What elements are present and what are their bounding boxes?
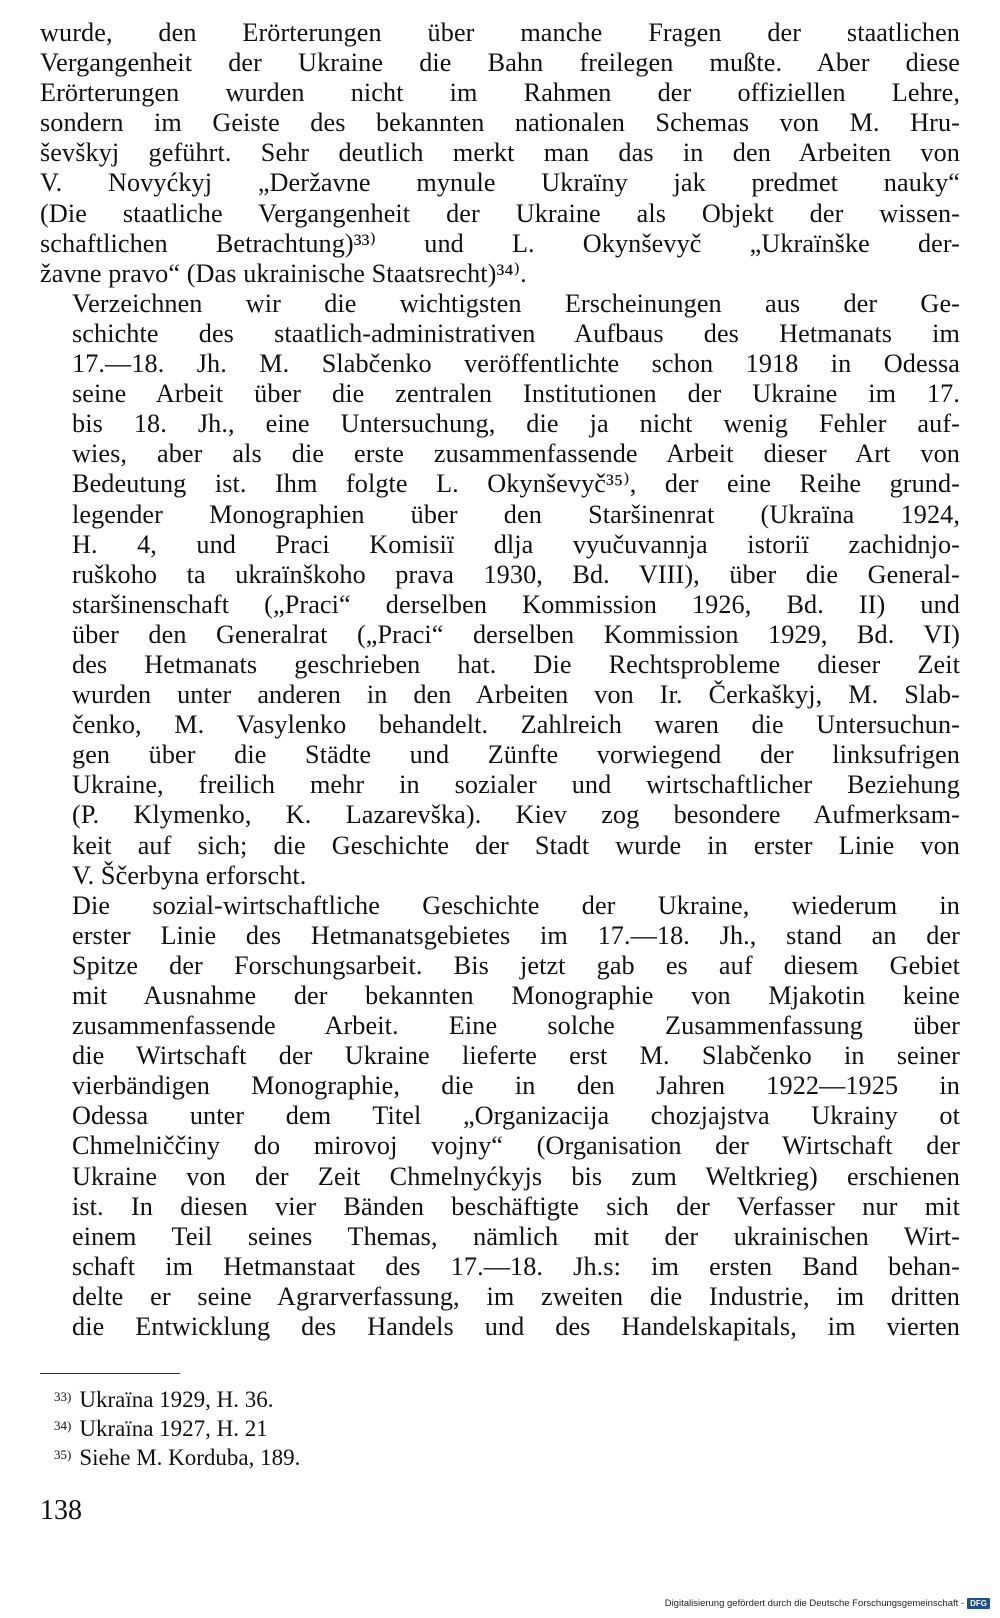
text-line: mit Ausnahme der bekannten Monographie von Mjakotin keine bbox=[72, 981, 960, 1010]
text-line: žavne pravo“ (Das ukrainische Staatsrecht)³⁴⁾. bbox=[40, 258, 527, 288]
footnote-divider bbox=[40, 1373, 180, 1374]
text-line: schichte des staatlich-administrativen Aufbaus des Hetmanats im bbox=[72, 318, 960, 348]
text-line: V. Ščerbyna erforscht. bbox=[72, 860, 307, 890]
text-line: Odessa unter dem Titel „Organizacija chozjajstva Ukrainy ot bbox=[72, 1101, 960, 1131]
footnote bbox=[54, 1384, 754, 1413]
dfg-logo-icon: DFG bbox=[967, 1598, 990, 1609]
credit-text: Digitalisierung gefördert durch die Deutsche Forschungsgemeinschaft - bbox=[664, 1598, 965, 1609]
text-line: schaft im Hetmanstaat des 17.—18. Jh.s: im ersten Band behan- bbox=[72, 1251, 960, 1281]
text-line: ševškyj geführt. Sehr deutlich merkt man das in den Arbeiten von bbox=[40, 138, 960, 168]
footnotes bbox=[54, 1384, 754, 1471]
text-line: 17.—18. Jh. M. Slabčenko veröffentlichte schon 1918 in Odessa bbox=[72, 349, 960, 379]
text-line: sondern im Geiste des bekannten nationalen Schemas von M. Hru- bbox=[40, 108, 960, 138]
text-line: vierbändigen Monographie, die in den Jahren 1922—1925 in bbox=[72, 1071, 960, 1101]
paragraph-1 bbox=[40, 18, 960, 289]
text-line: über den Generalrat („Praci“ derselben Kommission 1929, Bd. VI) bbox=[72, 619, 960, 649]
body-text bbox=[40, 18, 960, 1342]
text-line: (P. Klymenko, K. Lazarevška). Kiev zog besondere Aufmerksam- bbox=[72, 800, 960, 830]
text-line: einem Teil seines Themas, nämlich mit der ukrainischen Wirt- bbox=[72, 1221, 960, 1251]
text-line: schaftlichen Betrachtung)³³⁾ und L. Okynševyč „Ukraïnške der- bbox=[40, 228, 960, 258]
text-line: wies, aber als die erste zusammenfassende Arbeit dieser Art von bbox=[72, 439, 960, 469]
text-line: seine Arbeit über die zentralen Institutionen der Ukraine im 17. bbox=[72, 379, 960, 409]
text-line: erster Linie des Hetmanatsgebietes im 17.—18. Jh., stand an der bbox=[72, 920, 960, 950]
text-line: čenko, M. Vasylenko behandelt. Zahlreich waren die Untersuchun- bbox=[72, 710, 960, 740]
text-line: des Hetmanats geschrieben hat. Die Rechtsprobleme dieser Zeit bbox=[72, 649, 960, 679]
footnote bbox=[54, 1442, 754, 1471]
footnote-text: Ukraïna 1929, H. 36. bbox=[79, 1387, 274, 1412]
text-line: bis 18. Jh., eine Untersuchung, die ja nicht wenig Fehler auf- bbox=[72, 409, 960, 439]
text-line: wurden unter anderen in den Arbeiten von Ir. Čerkaškyj, M. Slab- bbox=[72, 680, 960, 710]
text-line: delte er seine Agrarverfassung, im zweiten die Industrie, im dritten bbox=[72, 1281, 960, 1311]
text-line: Spitze der Forschungsarbeit. Bis jetzt gab es auf diesem Gebiet bbox=[72, 950, 960, 980]
footnote-text: Siehe M. Korduba, 189. bbox=[79, 1445, 301, 1470]
page-number: 138 bbox=[40, 1495, 82, 1526]
footnote-text: Ukraïna 1927, H. 21 bbox=[79, 1416, 268, 1441]
paragraph-3 bbox=[40, 891, 960, 1342]
text-line: V. Novyćkyj „Deržavne mynule Ukraïny jak predmet nauky“ bbox=[40, 168, 960, 198]
text-line: (Die staatliche Vergangenheit der Ukraine als Objekt der wissen- bbox=[40, 198, 960, 228]
footnote-mark: 33) bbox=[54, 1389, 72, 1404]
text-line: ist. In diesen vier Bänden beschäftigte sich der Verfasser nur mit bbox=[72, 1191, 960, 1221]
text-line: die Entwicklung des Handels und des Handelskapitals, im vierten bbox=[72, 1312, 960, 1342]
text-line: staršinenschaft („Praci“ derselben Kommission 1926, Bd. II) und bbox=[72, 589, 960, 619]
text-line: keit auf sich; die Geschichte der Stadt wurde in erster Linie von bbox=[72, 830, 960, 860]
footnote bbox=[54, 1413, 754, 1442]
text-line: Verzeichnen wir die wichtigsten Erscheinungen aus der Ge- bbox=[72, 288, 960, 318]
paragraph-2 bbox=[40, 289, 960, 891]
text-line: Ukraine von der Zeit Chmelnyćkyjs bis zum Weltkrieg) erschienen bbox=[72, 1161, 960, 1191]
text-line: Ukraine, freilich mehr in sozialer und wirtschaftlicher Beziehung bbox=[72, 770, 960, 800]
text-line: Bedeutung ist. Ihm folgte L. Okynševyč³⁵⁾, der eine Reihe grund- bbox=[72, 469, 960, 499]
footnote-mark: 35) bbox=[54, 1447, 72, 1462]
digitization-credit bbox=[665, 1598, 990, 1609]
text-line: gen über die Städte und Zünfte vorwiegend der linksufrigen bbox=[72, 740, 960, 770]
footnote-mark: 34) bbox=[54, 1418, 72, 1433]
text-line: Vergangenheit der Ukraine die Bahn freilegen mußte. Aber diese bbox=[40, 48, 960, 78]
text-line: Erörterungen wurden nicht im Rahmen der offiziellen Lehre, bbox=[40, 78, 960, 108]
text-line: Chmelniččiny do mirovoj vojny“ (Organisation der Wirtschaft der bbox=[72, 1131, 960, 1161]
text-line: H. 4, und Praci Komisiï dlja vyučuvannja istoriï zachidnjo- bbox=[72, 529, 960, 559]
text-line: die Wirtschaft der Ukraine lieferte erst M. Slabčenko in seiner bbox=[72, 1041, 960, 1071]
text-line: Die sozial-wirtschaftliche Geschichte der Ukraine, wiederum in bbox=[72, 890, 960, 920]
text-line: legender Monographien über den Staršinenrat (Ukraïna 1924, bbox=[72, 499, 960, 529]
text-line: zusammenfassende Arbeit. Eine solche Zusammenfassung über bbox=[72, 1011, 960, 1041]
text-line: ruškoho ta ukraïnškoho prava 1930, Bd. VIII), über die General- bbox=[72, 559, 960, 589]
text-line: wurde, den Erörterungen über manche Fragen der staatlichen bbox=[40, 18, 960, 47]
